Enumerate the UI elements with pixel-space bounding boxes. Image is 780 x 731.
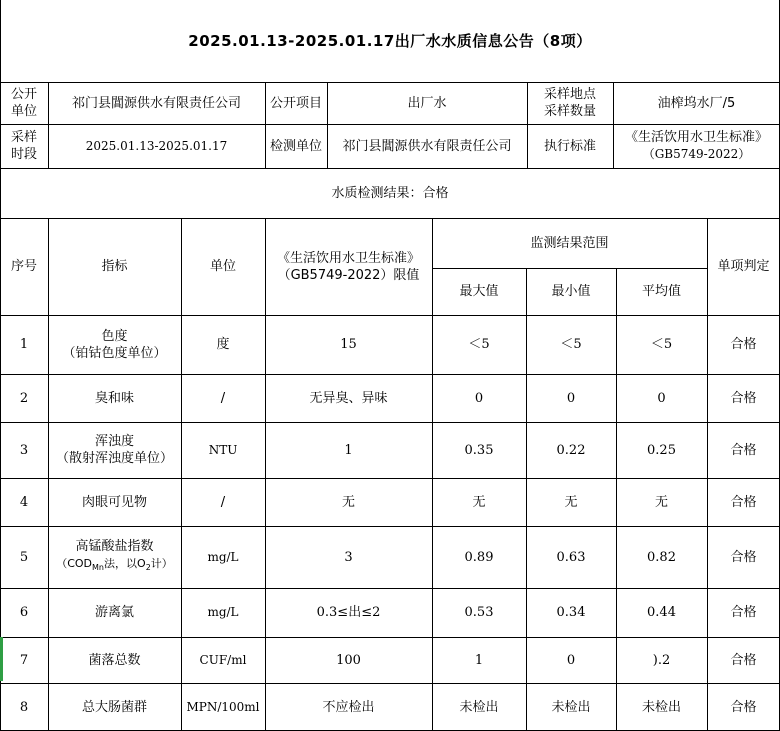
row-6-indicator: 游离氯 [94,605,134,620]
testing-unit-label: 检测单位 [269,138,322,154]
sampling-period-label-line1: 采样 [10,130,37,145]
hline [0,526,780,527]
row-7-limit: 100 [336,652,361,668]
row-5-max: 0.89 [464,549,494,565]
sampling-period-label-line2: 时段 [10,147,37,162]
row-8-indicator: 总大肠菌群 [81,699,147,715]
row-8-verdict: 合格 [730,699,757,715]
row-3-unit: NTU [208,442,238,457]
sampling-site-label-line1: 采样地点 [543,87,596,102]
row-5-method-text: 法，以O [104,556,146,570]
overall-result: 水质检测结果：合格 [331,185,449,201]
vline [432,218,433,731]
header-seq: 序号 [10,259,37,274]
row-6-min: 0.34 [556,605,586,620]
row-7-verdict: 合格 [730,652,757,668]
sampling-site-label [527,82,613,124]
hline [0,374,780,375]
hline [0,422,780,423]
row-6-verdict: 合格 [730,605,757,620]
row-5-cod-text: （COD [56,556,93,570]
row-1-limit: 15 [340,337,357,352]
sampling-site-value: 油榨坞水厂/5 [657,95,736,111]
vline [526,268,527,731]
row-8-seq: 8 [19,699,29,715]
row-7-seq: 7 [19,652,29,668]
public-unit-label-line1: 公开 [10,87,37,102]
vline [613,82,614,168]
header-indicator: 指标 [101,259,128,274]
row-4-avg: 无 [654,494,668,510]
hline [0,315,780,316]
row-2-max: 0 [474,390,484,406]
header-limit [265,218,432,315]
row-5-unit: mg/L [207,549,239,564]
row-2-avg: 0 [657,390,666,406]
header-limit-line1: 《生活饮用水卫生标准》 [276,250,420,266]
row-4-max: 无 [472,494,486,510]
testing-unit-value: 祁门县閶源供水有限责任公司 [342,138,512,154]
sampling-period-value: 2025.01.13-2025.01.17 [85,138,228,153]
row-8-limit: 不应检出 [322,699,375,715]
row-5-seq: 5 [19,549,29,565]
header-min: 最小值 [551,284,591,299]
row-7-indicator: 菌落总数 [88,652,141,668]
row-6-max: 0.53 [464,605,494,620]
row-1-unit: 度 [216,337,230,352]
header-max: 最大值 [459,284,499,299]
vline [181,218,182,731]
hline [0,478,780,479]
sampling-site-label-line2: 采样数量 [543,104,596,119]
row-3-indicator-line2: （散射浑浊度单位） [55,451,173,466]
row-5-avg: 0.82 [647,549,676,565]
row-3-indicator-line1: 浑浊度 [94,434,134,449]
row-2-limit: 无异臭、异味 [309,390,388,406]
hline [0,218,780,219]
standard-label: 执行标准 [543,138,596,154]
row-5-suffix-text: 计） [150,556,173,570]
row-4-indicator: 肉眼可见物 [81,494,147,510]
row-6-seq: 6 [19,605,29,620]
standard-value-line2: （GB5749-2022） [642,147,751,161]
vline [0,0,1,731]
public-item-label: 公开项目 [269,95,322,111]
public-unit-label-line2: 单位 [10,104,37,119]
header-unit: 单位 [209,259,236,274]
public-unit-label [0,82,48,124]
row-3-avg: 0.25 [647,442,676,458]
row-7-avg: ).2 [652,652,671,668]
sampling-period-label [0,124,48,168]
row-7-min: 0 [566,652,576,668]
row-4-seq: 4 [19,494,29,510]
row-1-indicator [48,315,181,374]
row-1-min: ＜5 [560,337,582,352]
header-avg: 平均值 [641,284,681,299]
row-8-unit: MPN/100ml [186,699,260,714]
row-5-mn-subscript: Mn [92,563,105,573]
vline [48,82,49,168]
row-selection-marker [0,637,3,681]
row-8-max: 未检出 [459,699,499,715]
standard-value [613,124,780,168]
row-3-min: 0.22 [556,442,586,458]
hline [0,683,780,684]
row-1-max: ＜5 [468,337,490,352]
vline [527,82,528,168]
vline [265,82,266,168]
public-item-value: 出厂水 [407,95,447,111]
vline [48,218,49,731]
row-6-unit: mg/L [207,605,239,619]
row-5-limit: 3 [344,549,353,565]
row-2-unit: / [220,390,226,406]
row-1-verdict: 合格 [730,337,757,352]
hline [0,588,780,589]
header-range: 监测结果范围 [530,235,609,251]
vline [616,268,617,731]
row-2-verdict: 合格 [730,390,757,406]
row-1-indicator-line1: 色度 [101,328,128,344]
row-1-indicator-line2: （铂钴色度单位） [62,345,167,361]
row-3-seq: 3 [19,442,29,458]
row-6-avg: 0.44 [647,605,676,620]
vline [265,218,266,731]
vline [327,82,328,168]
header-verdict: 单项判定 [717,259,770,274]
row-3-max: 0.35 [464,442,494,458]
row-4-verdict: 合格 [730,494,757,510]
hline [432,268,707,269]
row-5-min: 0.63 [556,549,586,565]
row-8-min: 未检出 [551,699,591,715]
row-4-limit: 无 [341,494,355,510]
row-1-avg: ＜5 [650,337,673,352]
row-5-indicator [48,526,181,588]
row-7-unit: CUF/ml [199,652,247,667]
row-3-limit: 1 [344,442,353,458]
row-5-indicator-line2 [56,555,173,576]
row-2-indicator: 臭和味 [94,390,134,406]
row-5-indicator-line1: 高锰酸盐指数 [75,538,154,554]
standard-value-line1: 《生活饮用水卫生标准》 [624,130,768,145]
row-5-o2-subscript: 2 [145,563,151,573]
row-5-verdict: 合格 [730,549,757,565]
header-limit-line2: （GB5749-2022）限值 [277,267,420,283]
row-6-limit: 0.3≤出≤2 [316,605,381,620]
row-1-seq: 1 [19,337,29,352]
hline [0,168,780,169]
hline [0,82,780,83]
row-4-min: 无 [564,494,578,510]
row-2-min: 0 [566,390,576,406]
row-3-indicator [48,422,181,478]
hline [0,637,780,638]
vline [707,218,708,731]
row-7-max: 1 [474,652,484,668]
row-3-verdict: 合格 [730,442,757,458]
row-8-avg: 未检出 [641,699,681,715]
public-unit-value: 祁门县閶源供水有限责任公司 [71,95,241,111]
row-2-seq: 2 [19,390,29,406]
row-4-unit: / [220,494,226,510]
notice-title: 2025.01.13-2025.01.17出厂水水质信息公告（8项） [188,31,592,50]
hline [0,124,780,125]
